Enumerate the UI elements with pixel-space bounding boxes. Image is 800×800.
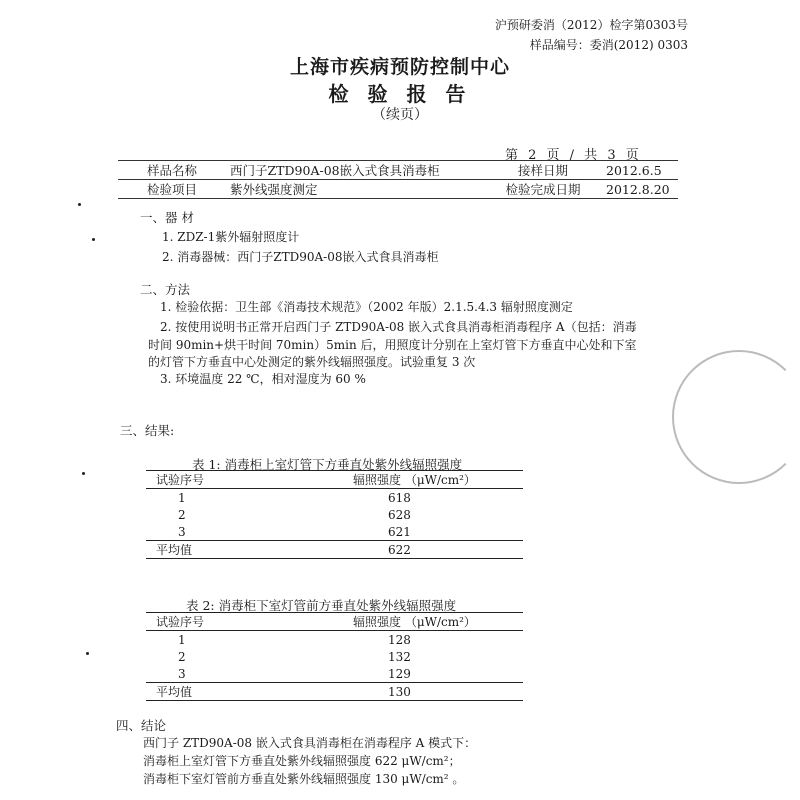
irradiance-value: 618 bbox=[388, 490, 411, 505]
average-row bbox=[146, 683, 523, 701]
sample-info-table bbox=[118, 160, 678, 199]
irradiance-value: 128 bbox=[388, 632, 411, 647]
table-row bbox=[146, 523, 523, 541]
official-seal bbox=[672, 350, 800, 484]
trial-number: 1 bbox=[178, 632, 186, 647]
irradiance-value: 129 bbox=[388, 666, 411, 681]
table-row bbox=[146, 631, 523, 649]
table-row bbox=[146, 489, 523, 507]
irradiance-value: 628 bbox=[388, 507, 411, 522]
complete-date-value: 2012.8.20 bbox=[602, 180, 678, 199]
receive-date-value: 2012.6.5 bbox=[602, 161, 678, 180]
continuation-label: （续页） bbox=[372, 107, 428, 123]
conclusion-heading: 四、结论 bbox=[116, 718, 167, 733]
average-label: 平均值 bbox=[146, 683, 328, 701]
table1-caption: 表 1: 消毒柜上室灯管下方垂直处紫外线辐照强度 bbox=[192, 457, 463, 472]
conclusion-line: 消毒柜上室灯管下方垂直处紫外线辐照强度 622 μW/cm²； bbox=[143, 754, 461, 768]
col-irradiance: 辐照强度 （μW/cm²） bbox=[328, 613, 523, 631]
complete-date-label: 检验完成日期 bbox=[484, 180, 602, 199]
method-item-2: 2. 按使用说明书正常开启西门子 ZTD90A-08 嵌入式食具消毒柜消毒程序 A（包括：消毒 bbox=[160, 320, 637, 334]
results-table-1 bbox=[146, 470, 523, 559]
average-label: 平均值 bbox=[146, 541, 328, 559]
col-trial-number: 试验序号 bbox=[146, 613, 328, 631]
method-item-3: 3. 环境温度 22 ℃，相对湿度为 60 % bbox=[160, 372, 366, 386]
sample-number: 样品编号：委消(2012) 0303 bbox=[529, 38, 688, 52]
irradiance-value: 132 bbox=[388, 649, 411, 664]
receive-date-label: 接样日期 bbox=[484, 161, 602, 180]
method-item-1: 1. 检验依据：卫生部《消毒技术规范》（2002 年版）2.1.5.4.3 辐射照度测定 bbox=[160, 300, 573, 314]
scan-speck bbox=[92, 238, 95, 241]
scan-speck bbox=[78, 203, 81, 206]
trial-number: 3 bbox=[178, 666, 186, 681]
trial-number: 2 bbox=[178, 507, 186, 522]
test-item-value: 紫外线强度测定 bbox=[226, 180, 484, 199]
average-value: 622 bbox=[328, 541, 523, 559]
average-row bbox=[146, 541, 523, 559]
results-table-2 bbox=[146, 612, 523, 701]
equipment-heading: 一、器 材 bbox=[140, 210, 194, 225]
scan-speck bbox=[86, 652, 89, 655]
col-irradiance: 辐照强度 （μW/cm²） bbox=[328, 471, 523, 489]
irradiance-value: 621 bbox=[388, 524, 411, 539]
scan-speck bbox=[82, 472, 85, 475]
col-trial-number: 试验序号 bbox=[146, 471, 328, 489]
equipment-item: 2. 消毒器械：西门子ZTD90A-08嵌入式食具消毒柜 bbox=[162, 250, 439, 264]
page-info: 第 2 页 / 共 3 页 bbox=[505, 148, 639, 163]
sample-name-value: 西门子ZTD90A-08嵌入式食具消毒柜 bbox=[226, 161, 484, 180]
method-heading: 二、方法 bbox=[140, 282, 191, 297]
test-item-label: 检验项目 bbox=[118, 180, 226, 199]
table-row bbox=[146, 648, 523, 665]
organization-name: 上海市疾病预防控制中心 bbox=[289, 56, 510, 78]
method-item-2-continued: 时间 90min+烘干时间 70min）5min 后，用照度计分别在上室灯管下方垂直中心处和下室 bbox=[148, 338, 637, 352]
report-reference-number: 沪预研委消（2012）检字第0303号 bbox=[494, 18, 688, 32]
table2-caption: 表 2: 消毒柜下室灯管前方垂直处紫外线辐照强度 bbox=[186, 598, 457, 613]
trial-number: 1 bbox=[178, 490, 186, 505]
conclusion-line: 消毒柜下室灯管前方垂直处紫外线辐照强度 130 μW/cm² 。 bbox=[143, 772, 465, 786]
average-value: 130 bbox=[328, 683, 523, 701]
method-item-2-continued: 的灯管下方垂直中心处测定的紫外线辐照强度。试验重复 3 次 bbox=[148, 355, 476, 369]
equipment-item: 1. ZDZ-1紫外辐射照度计 bbox=[162, 230, 300, 244]
sample-name-label: 样品名称 bbox=[118, 161, 226, 180]
trial-number: 2 bbox=[178, 649, 186, 664]
results-heading: 三、结果: bbox=[120, 423, 175, 438]
trial-number: 3 bbox=[178, 524, 186, 539]
conclusion-line: 西门子 ZTD90A-08 嵌入式食具消毒柜在消毒程序 A 模式下： bbox=[143, 736, 477, 750]
report-title: 检 验 报 告 bbox=[328, 82, 472, 106]
table-row bbox=[146, 665, 523, 683]
table-row bbox=[146, 506, 523, 523]
